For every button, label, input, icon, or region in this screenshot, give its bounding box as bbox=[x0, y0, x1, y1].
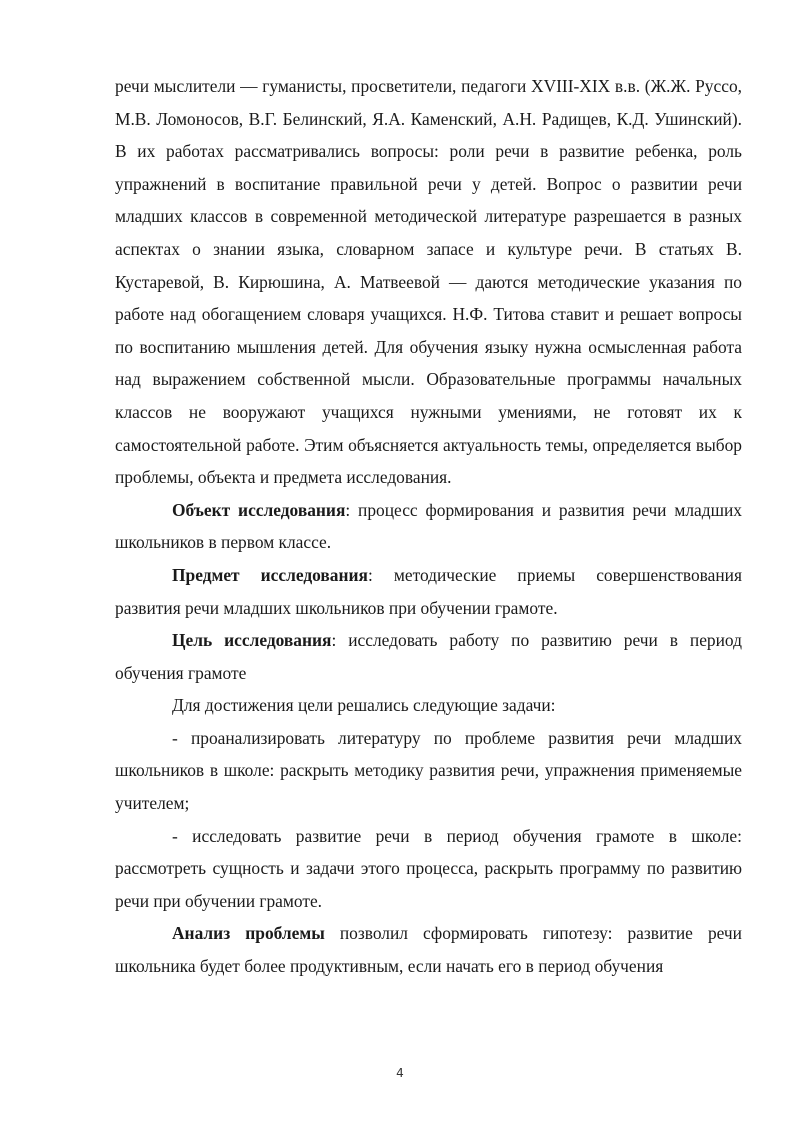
paragraph-task-1 bbox=[115, 722, 742, 820]
subject-term: Предмет исследования bbox=[172, 564, 368, 585]
paragraph-analysis bbox=[115, 917, 742, 982]
object-term: Объект исследования bbox=[172, 499, 346, 520]
paragraph-object bbox=[115, 494, 742, 559]
document-page bbox=[115, 70, 742, 983]
page-number: 4 bbox=[396, 1066, 404, 1080]
paragraph-intro bbox=[115, 70, 742, 494]
paragraph-text: позволил сформировать гипотезу: развитие речи школьника будет более продуктивным, если начать его в период обучения bbox=[115, 923, 742, 977]
analysis-term: Анализ проблемы bbox=[172, 923, 325, 944]
paragraph-task-2 bbox=[115, 820, 742, 918]
paragraph-goal bbox=[115, 624, 742, 689]
paragraph-tasks-intro bbox=[115, 689, 742, 722]
paragraph-text: Для достижения цели решались следующие задачи: bbox=[172, 695, 556, 716]
paragraph-text: - исследовать развитие речи в период обучения грамоте в школе: рассмотреть сущность и задачи этого процесса, раскрыть программу по развитию речи при обучении грамоте. bbox=[115, 825, 742, 911]
paragraph-text: речи мыслители — гуманисты, просветители, педагоги XVIII-XIX в.в. (Ж.Ж. Руссо, М.В. Ломоносов, В.Г. Белинский, Я.А. Каменский, А.Н. Радищев, К.Д. Ушинский). В их работах рассматривались вопросы: роли речи в развитие ребенка, роль упражнений в воспитание правильной речи у детей. Вопрос о развитии речи младших классов в современной методической литературе разрешается в разных аспектах о знании языка, словарном запасе и культуре речи. В статьях В. Кустаревой, В. Кирюшина, А. Матвеевой — даются методические указания по работе над обогащением словаря учащихся. Н.Ф. Титова ставит и решает вопросы по воспитанию мышления детей. Для обучения языку нужна осмысленная работа над выражением собственной мысли. Образовательные программы начальных классов не вооружают учащихся нужными умениями, не готовят их к самостоятельной работе. Этим объясняется актуальность темы, определяется выбор проблемы, объекта и предмета исследования. bbox=[115, 76, 742, 488]
paragraph-text: : исследовать работу по развитию речи в период обучения грамоте bbox=[115, 630, 742, 683]
paragraph-text: : методические приемы совершенствования развития речи младших школьников при обучении грамоте. bbox=[115, 564, 742, 618]
goal-term: Цель исследования bbox=[172, 630, 332, 651]
paragraph-subject bbox=[115, 559, 742, 624]
paragraph-text: : процесс формирования и развития речи младших школьников в первом классе. bbox=[115, 499, 742, 553]
paragraph-text: - проанализировать литературу по проблеме развития речи младших школьников в школе: раскрыть методику развития речи, упражнения применяемые учителем; bbox=[115, 727, 742, 814]
